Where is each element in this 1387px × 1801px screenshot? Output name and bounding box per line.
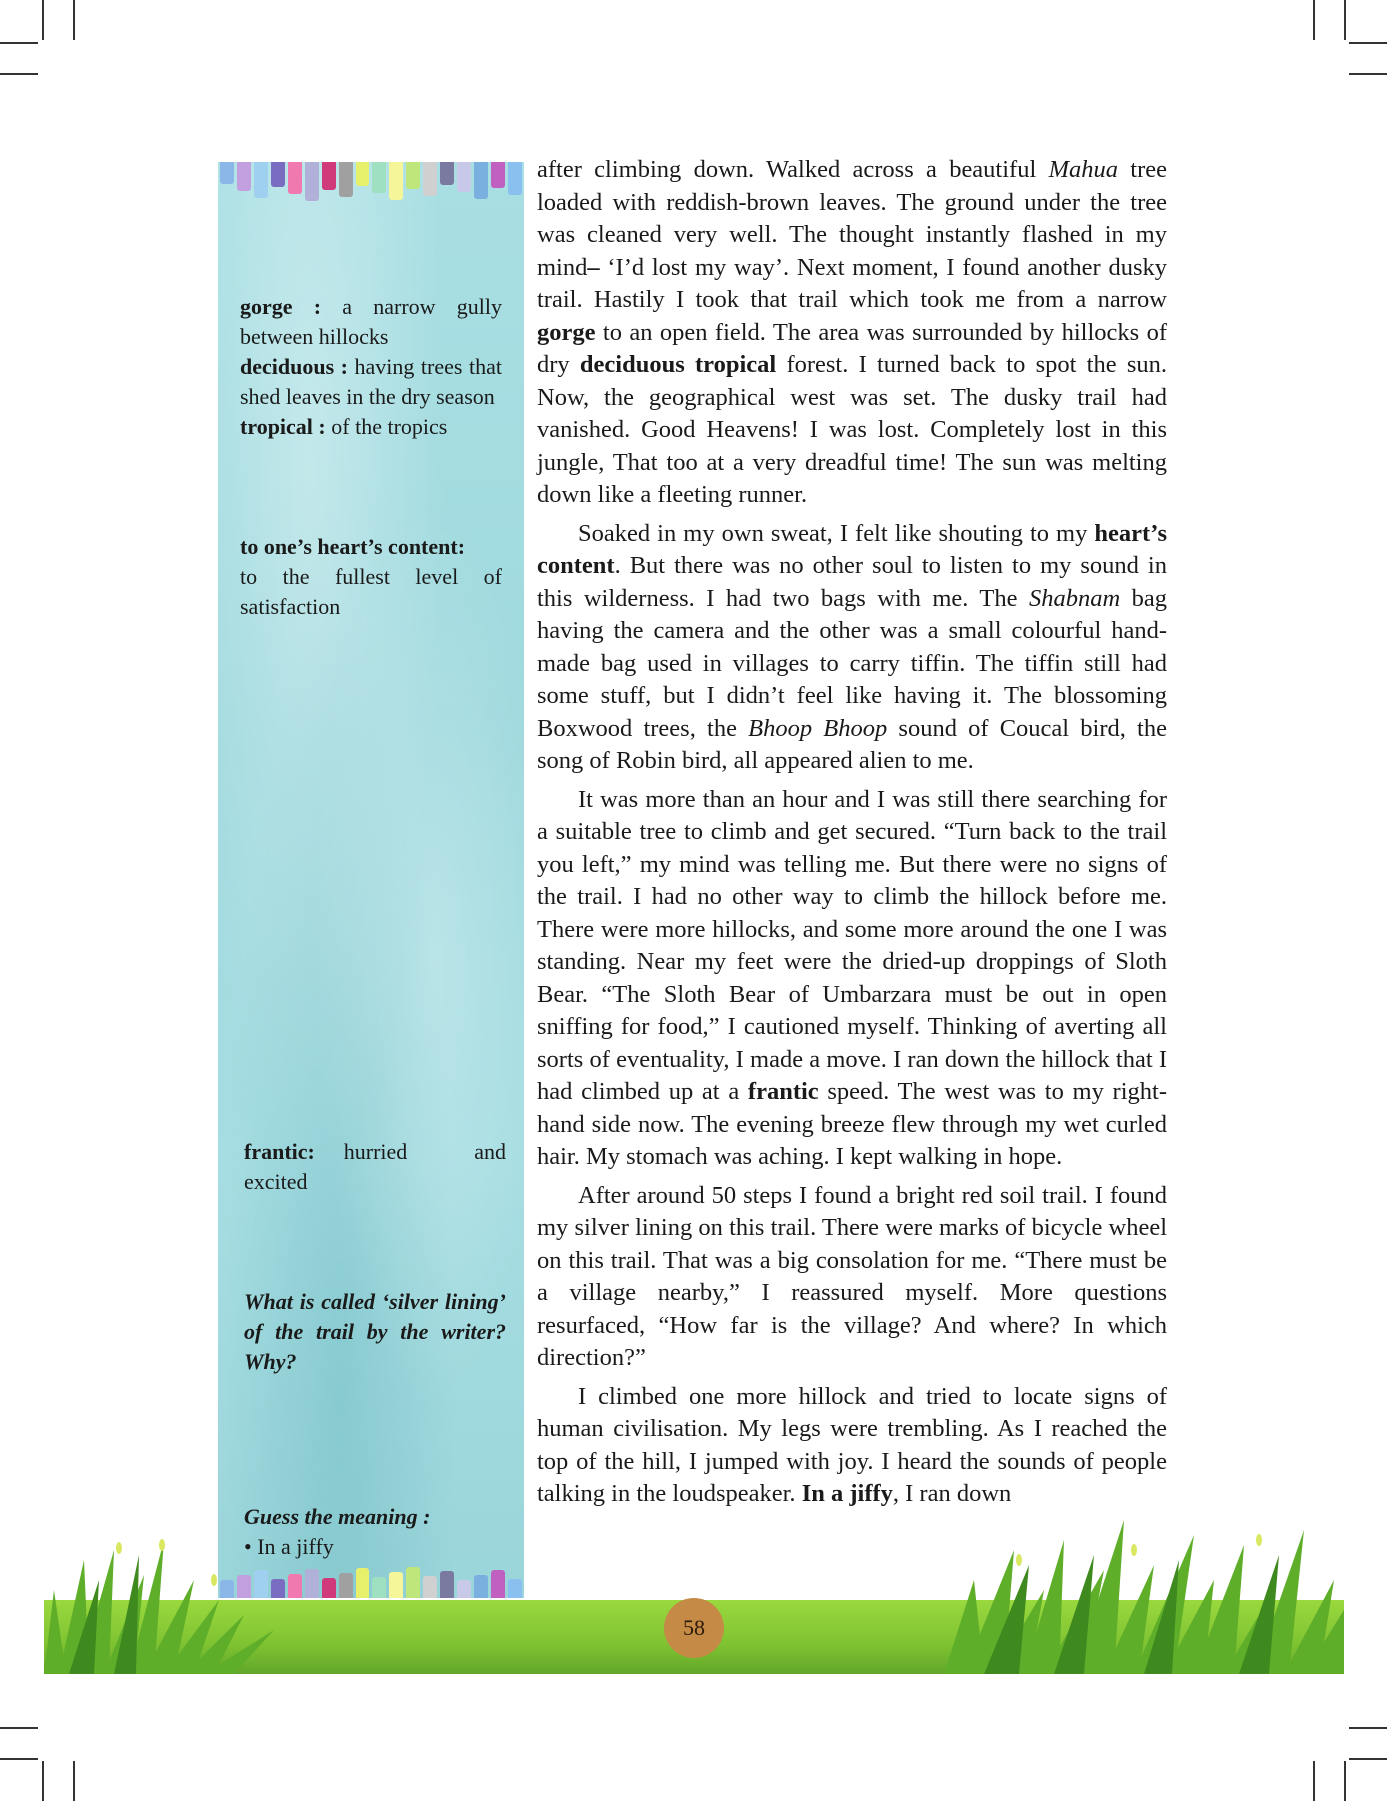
stripe	[440, 162, 454, 185]
stripe	[339, 162, 353, 197]
stripe	[305, 162, 319, 201]
crop-mark	[1313, 1761, 1315, 1801]
main-text	[537, 154, 1167, 1517]
crop-mark	[1349, 42, 1387, 44]
glossary-entry-deciduous	[240, 352, 502, 412]
crop-mark	[42, 0, 44, 40]
stripe	[491, 162, 505, 188]
glossary-sidebar	[218, 162, 524, 1598]
glossary-term: frantic:	[244, 1139, 315, 1164]
paragraph: After around 50 steps I found a bright red soil trail. I found my silver lining on this trail. There were marks of bicycle wheel on this trail. That was a big consolation for me. “There must be a village nearby,” I reassured myself. More questions resurfaced, “How far is the village? And where? In which direction?”	[537, 1181, 1167, 1371]
crop-mark	[1344, 1761, 1346, 1801]
glossary-entry-frantic	[244, 1137, 506, 1197]
stripe	[220, 162, 234, 184]
stripe	[474, 162, 488, 199]
stripe	[372, 162, 386, 193]
stripe	[288, 162, 302, 194]
comprehension-question	[244, 1287, 506, 1377]
stripe	[237, 162, 251, 191]
glossary-term: tropical :	[240, 414, 326, 439]
guess-heading: Guess the meaning :	[244, 1504, 431, 1529]
stripe	[389, 162, 403, 200]
crop-mark	[0, 73, 38, 75]
crop-mark	[73, 1761, 75, 1801]
stripe	[508, 162, 522, 195]
crop-mark	[1344, 0, 1346, 40]
stripe	[457, 162, 471, 192]
glossary-term: gorge :	[240, 294, 322, 319]
glossary-term: deciduous :	[240, 354, 348, 379]
stripe	[406, 162, 420, 189]
glossary-meaning: having trees that shed leaves in the dry season	[240, 354, 502, 409]
guess-item: • In a jiffy	[244, 1534, 334, 1559]
stripe	[254, 162, 268, 198]
crop-mark	[1349, 1758, 1387, 1760]
paragraph: It was more than an hour and I was still there searching for a suitable tree to climb and get secured. “Turn back to the trail you left,” my mind was telling me. But there were no signs of the trail. I had no other way to climb the hillock before me. There were more hillocks, and some more around the one I was standing. Near my feet were the dried-up droppings of Sloth Bear. “The Sloth Bear of Umbarzara must be out in open sniffing for food,” I cautioned myself. Thinking of averting all sorts of eventuality, I made a move. I ran down the hillock that I had climbed up at a frantic speed. The west was to my right-hand side now. The evening breeze flew through my wet curled hair. My stomach was aching. I kept walking in hope.	[537, 785, 1167, 1170]
crop-mark	[0, 42, 38, 44]
page-number-badge	[664, 1598, 724, 1658]
stripe	[423, 162, 437, 196]
stripe	[322, 162, 336, 190]
crop-mark	[0, 1758, 38, 1760]
glossary-block	[240, 292, 502, 442]
paragraph: I climbed one more hillock and tried to locate signs of human civilisation. My legs were trembling. As I reached the top of the hill, I jumped with joy. I heard the sounds of people talking in the loudspeaker. In a jiffy, I ran down	[537, 1382, 1167, 1507]
question-text: What is called ‘silver lining’ of the trail by the writer? Why?	[244, 1289, 506, 1374]
paragraph: after climbing down. Walked across a beautiful Mahua tree loaded with reddish-brown leaves. The ground under the tree was cleaned very well. The thought instantly flashed in my mind– ‘I’d lost my way’. Next moment, I found another dusky trail. Hastily I took that trail which took me from a narrow gorge to an open field. The area was surrounded by hillocks of dry deciduous tropical forest. I turned back to spot the sun. Now, the geographical west was set. The dusky trail had vanished. Good Heavens! I was lost. Completely lost in this jungle, That too at a very dreadful time! The sun was melting down like a fleeting runner.	[537, 156, 1167, 508]
crop-mark	[73, 0, 75, 40]
glossary-entry-heart	[240, 532, 502, 622]
glossary-meaning: to the fullest level of satisfaction	[240, 564, 502, 619]
crop-mark	[42, 1761, 44, 1801]
paragraph: Soaked in my own sweat, I felt like shouting to my heart’s content. But there was no other soul to listen to my sound in this wilderness. I had two bags with me. The Shabnam bag having the camera and the other was a small colourful hand-made bag used in villages to carry tiffin. The tiffin still had some stuff, but I didn’t feel like having it. The blossoming Boxwood trees, the Bhoop Bhoop sound of Coucal bird, the song of Robin bird, all appeared alien to me.	[537, 519, 1167, 774]
crop-mark	[1349, 1727, 1387, 1729]
glossary-meaning: of the tropics	[325, 414, 448, 439]
crop-mark	[1313, 0, 1315, 40]
glossary-entry-tropical	[240, 412, 502, 442]
crop-mark	[1349, 73, 1387, 75]
stripe	[356, 162, 370, 186]
glossary-entry-gorge	[240, 292, 502, 352]
page-number: 58	[683, 1615, 705, 1640]
glossary-meaning: hurried and excited	[244, 1139, 506, 1194]
decorative-stripes-top	[218, 162, 524, 202]
crop-mark	[0, 1727, 38, 1729]
glossary-term: to one’s heart’s content:	[240, 534, 466, 559]
glossary-meaning: a narrow gully between hillocks	[240, 294, 503, 349]
stripe	[271, 162, 285, 187]
